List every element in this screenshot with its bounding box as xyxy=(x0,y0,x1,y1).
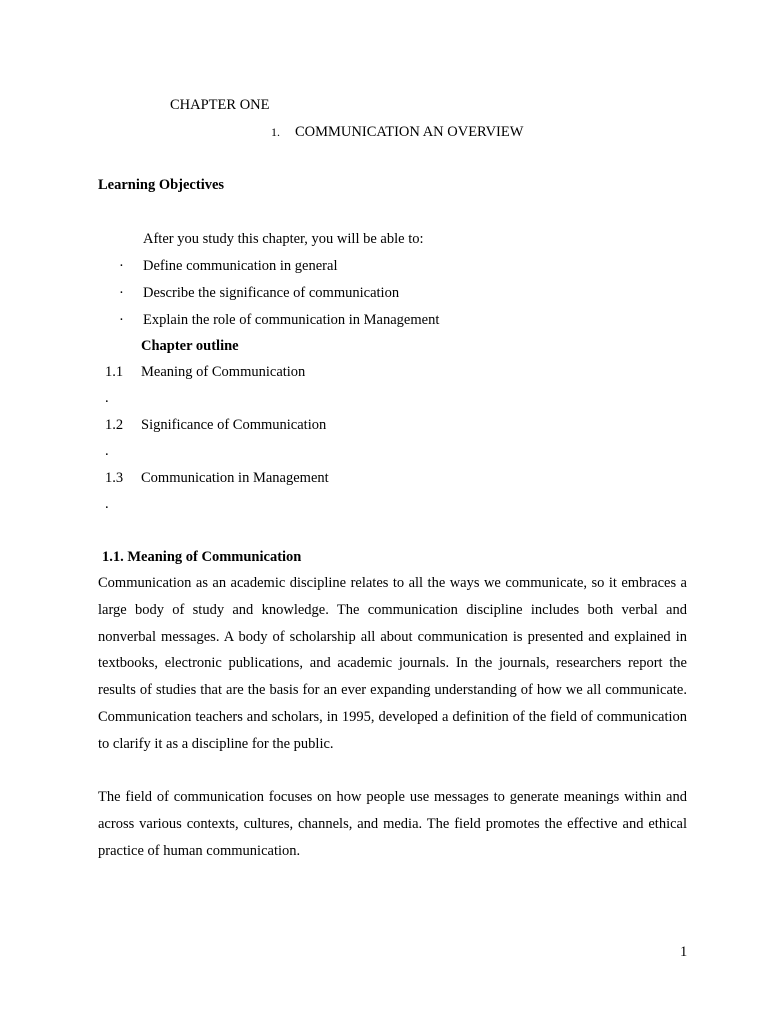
body-paragraph: Communication as an academic discipline relates to all the ways we communicate, so it embraces a large body of study and knowledge. The communication discipline includes both verbal and nonverbal messages. A body of scholarship all about communication is presented and explained in textbooks, electronic publications, and academic journals. In the journals, researchers report the results of studies that are the basis for an ever expanding understanding of how we all communicate. Communication teachers and scholars, in 1995, developed a definition of the field of communication to clarify it as a discipline for the public. xyxy=(98,575,687,752)
section-heading: 1.1. Meaning of Communication xyxy=(102,549,302,565)
objective-bullet: · xyxy=(119,285,124,301)
objective-bullet: · xyxy=(119,312,124,328)
body-paragraph: The field of communication focuses on how people use messages to generate meanings within and across various contexts, cultures, channels, and media. The field promotes the effective and ethical practice of human communication. xyxy=(98,789,687,859)
outline-item-trail: . xyxy=(105,443,109,459)
outline-item-trail: . xyxy=(105,496,109,512)
objective-item: Explain the role of communication in Management xyxy=(143,312,440,328)
objectives-intro: After you study this chapter, you will be able to: xyxy=(143,231,424,247)
page-number: 1 xyxy=(680,944,688,960)
objective-item: Define communication in general xyxy=(143,258,338,274)
outline-item-number: 1.1 xyxy=(105,364,124,380)
learning-objectives-heading: Learning Objectives xyxy=(98,177,225,193)
outline-item-trail: . xyxy=(105,390,109,406)
outline-item-title: Significance of Communication xyxy=(141,417,327,433)
chapter-outline-heading: Chapter outline xyxy=(141,338,239,354)
outline-item-title: Meaning of Communication xyxy=(141,364,306,380)
outline-item-number: 1.2 xyxy=(105,417,124,433)
chapter-label: CHAPTER ONE xyxy=(170,97,270,113)
objective-item: Describe the significance of communication xyxy=(143,285,400,301)
outline-item-number: 1.3 xyxy=(105,470,124,486)
chapter-number: 1. xyxy=(271,125,280,139)
objective-bullet: · xyxy=(119,258,124,274)
chapter-title: COMMUNICATION AN OVERVIEW xyxy=(295,124,524,140)
outline-item-title: Communication in Management xyxy=(141,470,329,486)
